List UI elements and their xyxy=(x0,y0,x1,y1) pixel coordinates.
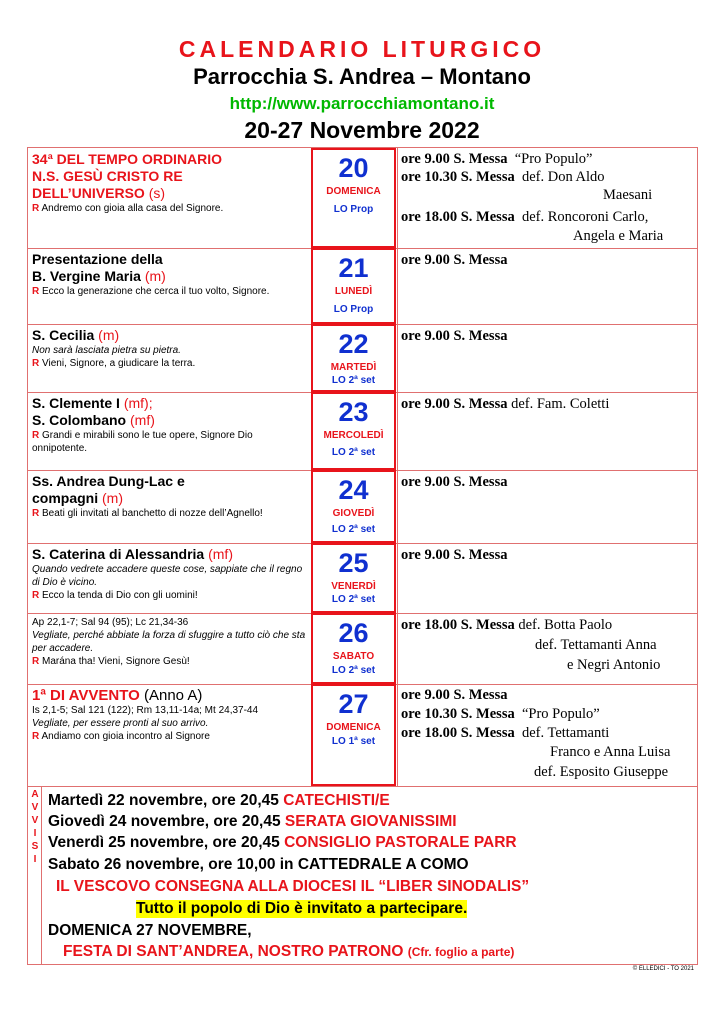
day-row xyxy=(28,324,697,393)
mass-schedule xyxy=(397,248,698,324)
day-name: LUNEDÌ xyxy=(334,286,373,297)
liturgy-hours: LO 2ª set xyxy=(331,665,376,676)
announcements xyxy=(27,786,698,965)
day-row xyxy=(28,248,697,325)
day-name: VENERDÌ xyxy=(331,581,376,592)
day-description xyxy=(32,327,310,370)
liturgy-hours: LO 2ª set xyxy=(331,375,376,386)
day-description xyxy=(32,151,310,215)
day-row xyxy=(28,392,697,471)
day-number: 27 xyxy=(338,689,369,719)
celebration-title: compagni xyxy=(32,490,99,506)
announcement-line xyxy=(48,834,517,852)
gospel-verse: Vegliate, perché abbiate la forza di sfuggire a tutto ciò che sta per accadere. xyxy=(32,630,306,654)
day-number: 23 xyxy=(338,397,369,427)
celebration-title: Ss. Andrea Dung-Lac e xyxy=(32,473,185,489)
mass-schedule xyxy=(397,613,698,684)
response-marker: R xyxy=(32,286,40,297)
celebration-title: Presentazione della xyxy=(32,251,163,267)
psalm-response: Ecco la generazione che cerca il tuo volto, Signore. xyxy=(42,286,270,297)
mass-time: ore 18.00 S. Messa xyxy=(401,617,515,633)
liturgy-hours: LO 2ª set xyxy=(331,447,376,458)
mass-intention: “Pro Populo” xyxy=(514,151,593,167)
divider xyxy=(41,786,42,965)
announcement-event: SERATA GIOVANISSIMI xyxy=(284,813,457,830)
liturgy-hours: LO 2ª set xyxy=(331,594,376,605)
mass-intention: def. Roncoroni Carlo, xyxy=(521,209,649,225)
mass-intention: e Negri Antonio xyxy=(567,657,661,673)
liturgy-hours: LO Prop xyxy=(333,304,374,315)
date-box xyxy=(311,148,396,248)
gospel-verse: Quando vedrete accadere queste cose, sappiate che il regno di Dio è vicino. xyxy=(32,564,303,588)
day-name: GIOVEDÌ xyxy=(332,508,375,519)
mass-intention: def. Botta Paolo xyxy=(518,617,613,633)
response-marker: R xyxy=(32,731,40,742)
announcement-note: (Cfr. foglio a parte) xyxy=(407,945,515,959)
mass-time: ore 9.00 S. Messa xyxy=(401,474,508,490)
date-box xyxy=(311,324,396,392)
psalm-response: Marána tha! Vieni, Signore Gesù! xyxy=(42,656,190,667)
psalm-response: Andiamo con gioia incontro al Signore xyxy=(41,731,210,742)
response-marker: R xyxy=(32,656,40,667)
announcement-line xyxy=(48,813,457,831)
mass-time: ore 9.00 S. Messa xyxy=(401,396,508,412)
mass-intention: def. Tettamanti Anna xyxy=(535,637,657,653)
day-number: 26 xyxy=(338,618,369,648)
parish-name: Parrocchia S. Andrea – Montano xyxy=(193,64,531,89)
day-row xyxy=(28,684,697,787)
date-box xyxy=(311,613,396,684)
avvisi-label xyxy=(29,788,41,866)
celebration-title: DELL’UNIVERSO xyxy=(32,185,145,201)
day-row xyxy=(28,543,697,614)
mass-time: ore 10.30 S. Messa xyxy=(401,706,515,722)
mass-time: ore 9.00 S. Messa xyxy=(401,328,508,344)
mass-schedule xyxy=(397,470,698,543)
announcement-line: Sabato 26 novembre, ore 10,00 in CATTEDRALE A COMO xyxy=(48,856,469,873)
day-description xyxy=(32,395,310,455)
day-row xyxy=(28,470,697,544)
date-box xyxy=(311,543,396,613)
mass-intention: def. Fam. Coletti xyxy=(511,396,610,412)
website-link[interactable]: http://www.parrocchiamontano.it xyxy=(229,94,495,113)
celebration-title: S. Clemente I xyxy=(32,395,120,411)
avvisi-letter: V xyxy=(31,815,39,826)
day-row xyxy=(28,613,697,685)
celebration-title: S. Caterina di Alessandria xyxy=(32,546,205,562)
announcement-line xyxy=(63,943,514,961)
psalm-response: Beati gli invitati al banchetto di nozze dell’Agnello! xyxy=(42,508,263,519)
readings: Ap 22,1-7; Sal 94 (95); Lc 21,34-36 xyxy=(32,617,189,628)
day-description xyxy=(32,616,310,668)
liturgy-hours: LO Prop xyxy=(333,204,374,215)
rank-label: (m) xyxy=(102,490,124,506)
celebration-title: 34ª DEL TEMPO ORDINARIO xyxy=(32,151,223,167)
day-name: SABATO xyxy=(332,651,375,662)
avvisi-letter: V xyxy=(31,802,39,813)
mass-schedule xyxy=(397,392,698,470)
psalm-response: Vieni, Signore, a giudicare la terra. xyxy=(42,358,196,369)
gospel-verse: Vegliate, per essere pronti al suo arrivo. xyxy=(32,718,209,729)
announcement-highlight: Tutto il popolo di Dio è invitato a partecipare. xyxy=(136,900,468,917)
gospel-verse: Non sarà lasciata pietra su pietra. xyxy=(32,345,181,356)
day-description xyxy=(32,546,310,602)
week-range: 20-27 Novembre 2022 xyxy=(244,117,480,143)
rank-label: (mf) xyxy=(130,412,155,428)
date-box xyxy=(311,684,396,786)
day-description xyxy=(32,687,310,743)
mass-schedule xyxy=(397,324,698,392)
day-description xyxy=(32,473,310,520)
avvisi-letter: S xyxy=(31,841,39,852)
response-marker: R xyxy=(32,590,40,601)
announcement-event: CATECHISTI/E xyxy=(283,792,390,809)
mass-intention: Angela e Maria xyxy=(573,228,664,244)
day-name: MARTEDÌ xyxy=(330,362,377,373)
avvisi-letter: A xyxy=(31,789,39,800)
mass-intention: Franco e Anna Luisa xyxy=(550,744,671,760)
mass-time: ore 18.00 S. Messa xyxy=(401,725,515,741)
day-number: 24 xyxy=(338,475,369,505)
date-box xyxy=(311,470,396,543)
celebration-title: B. Vergine Maria xyxy=(32,268,141,284)
day-name: DOMENICA xyxy=(326,722,381,733)
response-marker: R xyxy=(32,358,40,369)
mass-time: ore 9.00 S. Messa xyxy=(401,687,508,703)
psalm-response: Grandi e mirabili sono le tue opere, Signore Dio onnipotente. xyxy=(32,430,253,454)
rank-label: (mf); xyxy=(123,395,153,411)
mass-intention: def. Esposito Giuseppe xyxy=(534,764,669,780)
day-name: MERCOLEDÌ xyxy=(323,430,384,441)
copyright: © ELLEDICI - TO 2021 xyxy=(632,966,694,972)
announcement-event: FESTA DI SANT’ANDREA, NOSTRO PATRONO xyxy=(63,943,404,960)
day-row xyxy=(28,148,697,249)
mass-time: ore 10.30 S. Messa xyxy=(401,169,515,185)
response-marker: R xyxy=(32,430,40,441)
avvisi-letter: I xyxy=(33,854,37,865)
date-box xyxy=(311,248,396,324)
celebration-title: S. Cecilia xyxy=(32,327,95,343)
mass-time: ore 18.00 S. Messa xyxy=(401,209,515,225)
date-box xyxy=(311,392,396,470)
day-number: 20 xyxy=(338,153,369,183)
page-title: CALENDARIO LITURGICO xyxy=(178,36,546,62)
rank-label: (Anno A) xyxy=(143,687,203,704)
announcement-line: IL VESCOVO CONSEGNA ALLA DIOCESI IL “LIBER SINODALIS” xyxy=(56,878,530,895)
announcement-line xyxy=(48,792,390,810)
readings: Is 2,1-5; Sal 121 (122); Rm 13,11-14a; Mt 24,37-44 xyxy=(32,705,259,716)
mass-time: ore 9.00 S. Messa xyxy=(401,252,508,268)
rank-label: (m) xyxy=(144,268,166,284)
celebration-title: N.S. GESÙ CRISTO RE xyxy=(32,168,183,184)
response-marker: R xyxy=(32,508,40,519)
mass-schedule xyxy=(397,148,698,248)
mass-time: ore 9.00 S. Messa xyxy=(401,151,508,167)
announcement-date: Martedì 22 novembre, ore 20,45 xyxy=(48,792,279,809)
announcement-event: CONSIGLIO PASTORALE PARR xyxy=(284,834,517,851)
avvisi-letter: I xyxy=(33,828,37,839)
mass-intention: Maesani xyxy=(603,187,653,203)
response-marker: R xyxy=(32,203,40,214)
mass-intention: “Pro Populo” xyxy=(521,706,600,722)
day-description xyxy=(32,251,310,298)
day-number: 22 xyxy=(338,329,369,359)
announcement-date: Giovedì 24 novembre, ore 20,45 xyxy=(48,813,281,830)
celebration-title: S. Colombano xyxy=(32,412,127,428)
mass-intention: def. Don Aldo xyxy=(521,169,605,185)
day-name: DOMENICA xyxy=(326,186,381,197)
announcement-date: Venerdì 25 novembre, ore 20,45 xyxy=(48,834,280,851)
mass-time: ore 9.00 S. Messa xyxy=(401,547,508,563)
day-number: 21 xyxy=(338,253,369,283)
mass-intention: def. Tettamanti xyxy=(521,725,610,741)
celebration-title: 1ª DI AVVENTO xyxy=(32,687,140,704)
liturgy-hours: LO 2ª set xyxy=(331,524,376,535)
psalm-response: Ecco la tenda di Dio con gli uomini! xyxy=(42,590,198,601)
rank-label: (m) xyxy=(98,327,120,343)
psalm-response: Andremo con gioia alla casa del Signore. xyxy=(41,203,224,214)
mass-schedule xyxy=(397,543,698,613)
rank-label: (mf) xyxy=(208,546,233,562)
rank-label: (s) xyxy=(148,185,166,201)
mass-schedule xyxy=(397,684,698,786)
announcement-line: DOMENICA 27 NOVEMBRE, xyxy=(48,922,252,939)
day-number: 25 xyxy=(338,548,369,578)
liturgy-hours: LO 1ª set xyxy=(331,736,376,747)
